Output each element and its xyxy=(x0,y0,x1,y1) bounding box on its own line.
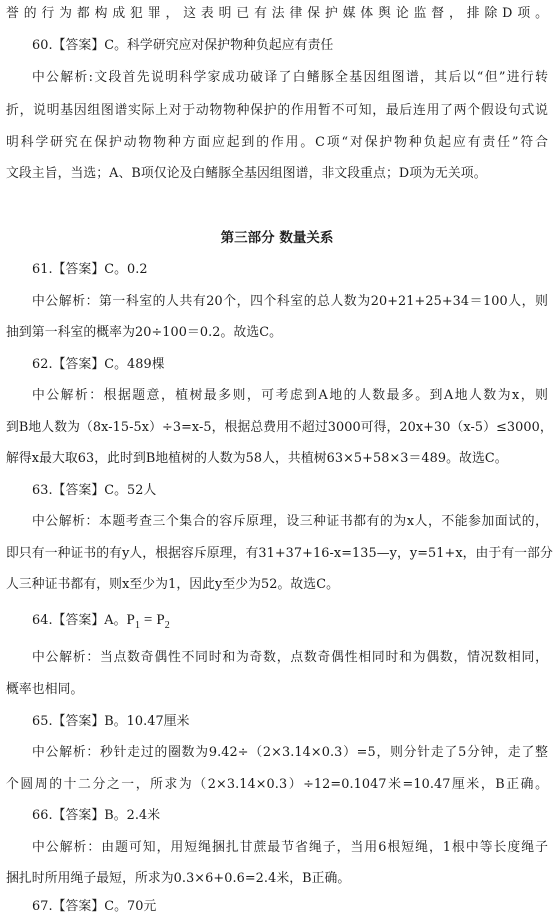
answer-64 xyxy=(32,612,548,634)
text-line: 人三种证书都有，则x至少为1，因此y至少为52。故选C。 xyxy=(6,577,339,592)
answer-60: 60.【答案】C。科学研究应对保护物种负起应有责任 xyxy=(32,38,334,53)
text-line: 概率也相同。 xyxy=(6,682,84,697)
text-line: 中公解析：当点数奇偶性不同时和为奇数，点数奇偶性相同时和为偶数，情况数相同， xyxy=(32,650,548,665)
text-line: 解得x最大取63，此时到B地植树的人数为58人，共植树63×5+58×3＝489。故选C。 xyxy=(6,451,508,466)
text-line: 明科学研究在保护动物物种方面应起到的作用。C项“对保护物种负起应有责任”符合 xyxy=(6,135,548,150)
answer-61: 61.【答案】C。0.2 xyxy=(32,262,148,277)
text-line: 中公解析：根据题意，植树最多则，可考虑到A地的人数最多。到A地人数为x，则 xyxy=(32,388,548,403)
answer-66: 66.【答案】B。2.4米 xyxy=(32,808,161,823)
text-line: 中公解析：第一科室的人共有20个，四个科室的总人数为20+21+25+34＝100人，则 xyxy=(32,294,548,309)
text-line: 到B地人数为（8x-15-5x）÷3=x-5，根据总费用不超过3000可得，20x+30（x-5）≤3000， xyxy=(6,420,553,435)
answer-62: 62.【答案】C。489棵 xyxy=(32,357,165,372)
text-line: 中公解析：由题可知，用短绳捆扎甘蔗最节省绳子，当用6根短绳，1根中等长度绳子 xyxy=(32,840,548,855)
text-line: 中公解析：秒针走过的圈数为9.42÷（2×3.14×0.3）=5，则分针走了5分钟，走了整 xyxy=(32,745,548,760)
section-title: 第三部分 数量关系 xyxy=(220,230,334,246)
text-line: 捆扎时所用绳子最短，所求为0.3×6+0.6=2.4米，B正确。 xyxy=(6,871,351,886)
text-line: 文段主旨，当选；A、B项仅论及白鳍豚全基因组图谱，非文段重点；D项为无关项。 xyxy=(6,166,487,181)
text-line: 中公解析:文段首先说明科学家成功破译了白鳍豚全基因组图谱，其后以“但”进行转 xyxy=(32,70,548,85)
answer-64-label: 64.【答案】A。 xyxy=(32,613,127,628)
answer-65: 65.【答案】B。10.47厘米 xyxy=(32,714,190,729)
text-line: 抽到第一科室的概率为20÷100＝0.2。故选C。 xyxy=(6,325,283,340)
text-line: 个圆周的十二分之一，所求为（2×3.14×0.3）÷12=0.1047米=10.47厘米，B正确。 xyxy=(6,777,548,792)
probability-formula: $P_1 = P_2$ xyxy=(126,612,170,631)
text-line: 中公解析：本题考查三个集合的容斥原理，设三种证书都有的为x人，不能参加面试的， xyxy=(32,514,548,529)
answer-67: 67.【答案】C。70元 xyxy=(32,899,157,914)
text-line: 誉的行为都构成犯罪，这表明已有法律保护媒体舆论监督，排除D项。 xyxy=(6,6,548,21)
answer-63: 63.【答案】C。52人 xyxy=(32,483,157,498)
text-line: 即只有一种证书的有y人，根据容斥原理，有31+37+16-x=135—y，y=51+x，由于有一部分 xyxy=(6,546,553,561)
text-line: 折，说明基因组图谱实际上对于动物物种保护的作用暂不可知，最后连用了两个假设句式说 xyxy=(6,103,548,118)
